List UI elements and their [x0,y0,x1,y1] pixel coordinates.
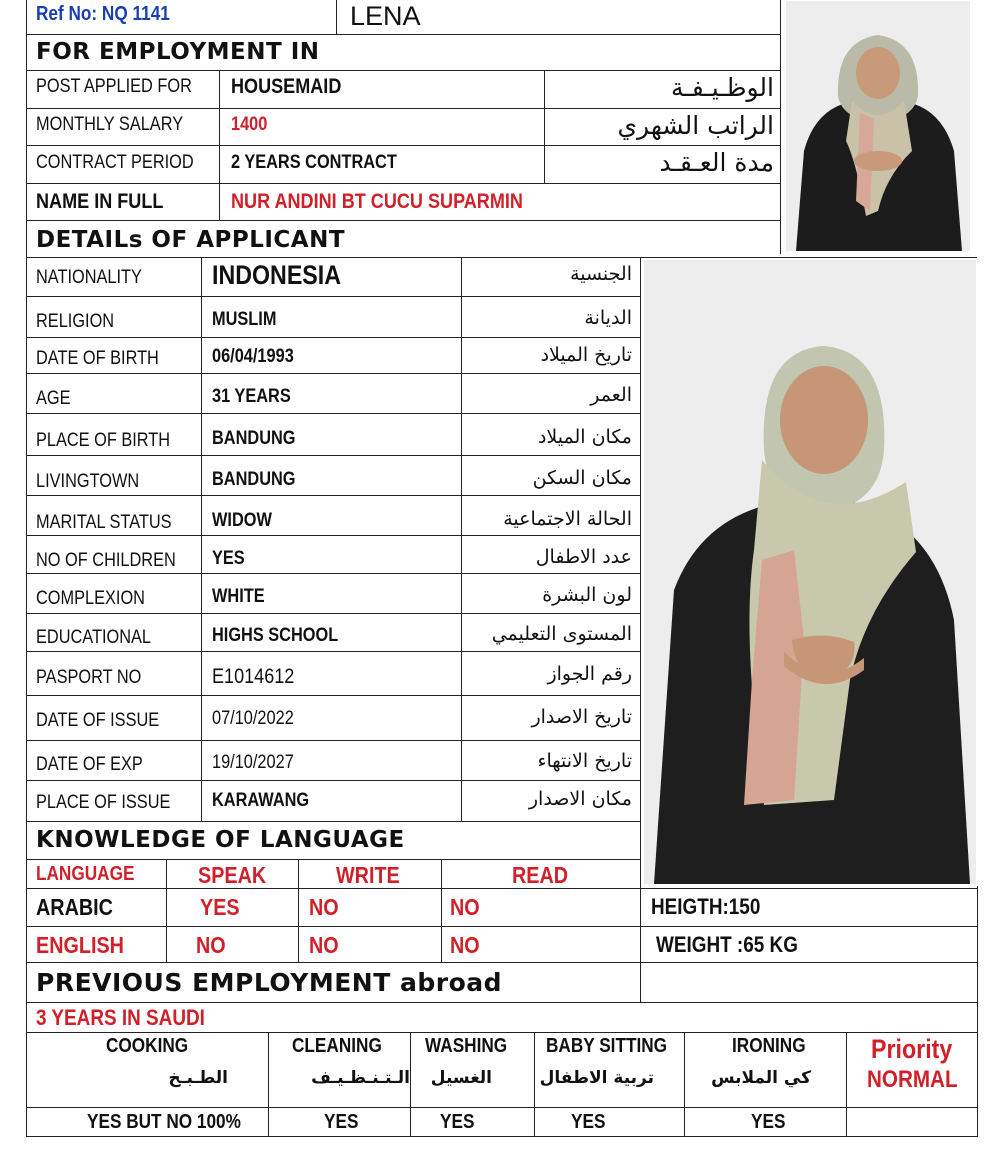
detail-label-ar: رقم الجواز [547,663,632,685]
detail-label-ar: تاريخ الاصدار [531,706,632,728]
lang-row-english-write: NO [309,932,339,958]
detail-label-ar: العمر [590,384,632,406]
detail-label-ar: الديانة [584,307,632,329]
divider [640,257,641,1002]
divider [26,1032,977,1033]
detail-value: YES [212,548,245,569]
divider [684,1032,685,1137]
detail-label-ar: مكان السكن [532,467,632,489]
skill-cleaning-label-ar: الـتـنـظـيـف [311,1068,410,1088]
divider [298,859,299,962]
divider [26,821,640,822]
divider [26,373,640,374]
detail-value: WHITE [212,586,265,607]
divider [26,695,640,696]
lang-row-arabic-read: NO [450,894,480,920]
divider [26,296,640,297]
detail-label: PLACE OF ISSUE [36,792,171,813]
section-previous-title: PREVIOUS EMPLOYMENT abroad [36,968,503,997]
detail-value: BANDUNG [212,428,296,449]
contract-label-ar: مدة العـقـد [659,148,774,177]
detail-label: NO OF CHILDREN [36,550,176,571]
divider [26,70,781,71]
divider [461,257,462,821]
salary-label-ar: الراتب الشهري [617,111,774,140]
divider [26,962,977,963]
skill-babysitting-label-ar: تربية الاطفال [539,1068,654,1088]
divider [268,1032,269,1137]
divider [410,1032,411,1137]
detail-label: MARITAL STATUS [36,512,172,533]
divider [26,613,640,614]
divider [336,0,337,34]
detail-value: 31 YEARS [212,386,291,407]
detail-label: PASPORT NO [36,667,142,688]
divider [26,573,640,574]
skill-cooking-label-ar: الطـبـخ [168,1068,228,1088]
divider [26,337,640,338]
detail-label-ar: المستوى التعليمي [491,623,632,645]
skill-washing-label-ar: الغسيل [430,1068,492,1088]
skill-washing-label: WASHING [425,1035,508,1057]
lang-row-english-name: ENGLISH [36,932,124,958]
post-value: HOUSEMAID [231,75,342,98]
divider [534,1032,535,1137]
lang-header-language: LANGUAGE [36,863,135,885]
section-details-title: DETAILs OF APPLICANT [36,227,346,253]
border-right [977,886,978,1137]
priority-value: NORMAL [867,1066,958,1093]
detail-label: EDUCATIONAL [36,627,152,648]
lang-header-write: WRITE [336,862,400,888]
divider [26,145,781,146]
divider [166,859,167,962]
divider [26,888,977,889]
lang-row-english-read: NO [450,932,480,958]
divider [26,535,640,536]
divider [26,183,781,184]
divider [219,70,220,220]
detail-value: INDONESIA [212,260,342,290]
divider [26,455,640,456]
contract-label: CONTRACT PERIOD [36,152,194,173]
divider [26,257,977,258]
post-label-ar: الوظـيـفـة [671,73,774,102]
weight-value: WEIGHT :65 KG [656,932,798,957]
detail-value: WIDOW [212,510,272,531]
divider [26,108,781,109]
divider [26,1136,977,1137]
detail-value: BANDUNG [212,469,296,490]
salary-value: 1400 [231,114,268,135]
divider [544,70,545,183]
portrait-photo-large [644,260,976,884]
skill-babysitting-label: BABY SITTING [546,1035,668,1057]
ref-number: Ref No: NQ 1141 [36,3,170,25]
applicant-short-name: LENA [350,1,421,31]
skill-cleaning-value: YES [324,1111,359,1133]
detail-label: COMPLEXION [36,588,145,609]
divider [26,1002,977,1003]
lang-header-read: READ [512,862,569,888]
divider [26,859,640,860]
section-employment-title: FOR EMPLOYMENT IN [36,39,320,65]
divider [846,1032,847,1137]
divider [26,495,640,496]
portrait-photo-small [786,1,970,251]
detail-label-ar: الجنسية [570,263,632,285]
detail-label: DATE OF BIRTH [36,348,159,369]
divider [26,780,640,781]
divider [26,220,781,221]
detail-label-ar: عدد الاطفال [535,546,632,568]
detail-label: DATE OF EXP [36,754,143,775]
full-name-label: NAME IN FULL [36,190,164,213]
contract-value: 2 YEARS CONTRACT [231,152,397,173]
border-top-right [780,0,781,254]
divider [26,1107,977,1108]
full-name-value: NUR ANDINI BT CUCU SUPARMIN [231,190,523,213]
skill-ironing-label-ar: كي الملابس [711,1068,811,1088]
lang-row-english-speak: NO [196,932,226,958]
skill-ironing-value: YES [751,1111,786,1133]
divider [26,413,640,414]
skill-cooking-value: YES BUT NO 100% [87,1111,241,1133]
skill-cooking-label: COOKING [106,1035,189,1057]
detail-label: LIVINGTOWN [36,471,140,492]
divider [26,740,640,741]
skill-babysitting-value: YES [571,1111,606,1133]
detail-label-ar: لون البشرة [542,584,632,606]
detail-label-ar: تاريخ الانتهاء [537,750,632,772]
divider [26,926,977,927]
detail-value: KARAWANG [212,790,310,811]
detail-label: NATIONALITY [36,267,142,288]
detail-label: DATE OF ISSUE [36,710,160,731]
height-value: HEIGTH:150 [651,894,761,919]
previous-experience: 3 YEARS IN SAUDI [36,1005,205,1030]
section-language-title: KNOWLEDGE OF LANGUAGE [36,827,405,853]
detail-value: 06/04/1993 [212,346,294,367]
detail-value: E1014612 [212,665,295,688]
detail-label: PLACE OF BIRTH [36,430,171,451]
divider [26,34,781,35]
divider [441,859,442,962]
detail-label: RELIGION [36,311,115,332]
lang-row-arabic-name: ARABIC [36,894,113,920]
lang-row-arabic-write: NO [309,894,339,920]
detail-label-ar: مكان الميلاد [537,426,632,448]
post-label: POST APPLIED FOR [36,76,192,97]
detail-value: MUSLIM [212,309,277,330]
border-left [26,0,27,1137]
priority-label: Priority [871,1034,953,1064]
skill-washing-value: YES [440,1111,475,1133]
detail-value: HIGHS SCHOOL [212,625,339,646]
detail-value: 19/10/2027 [212,752,294,773]
skill-ironing-label: IRONING [732,1035,806,1057]
lang-header-speak: SPEAK [198,862,267,888]
detail-label-ar: الحالة الاجتماعية [503,508,632,530]
detail-label-ar: تاريخ الميلاد [540,344,632,366]
detail-value: 07/10/2022 [212,708,294,729]
divider [201,257,202,821]
detail-label: AGE [36,388,71,409]
lang-row-arabic-speak: YES [200,894,240,920]
salary-label: MONTHLY SALARY [36,114,184,135]
detail-label-ar: مكان الاصدار [528,788,632,810]
skill-cleaning-label: CLEANING [292,1035,382,1057]
divider [26,651,640,652]
